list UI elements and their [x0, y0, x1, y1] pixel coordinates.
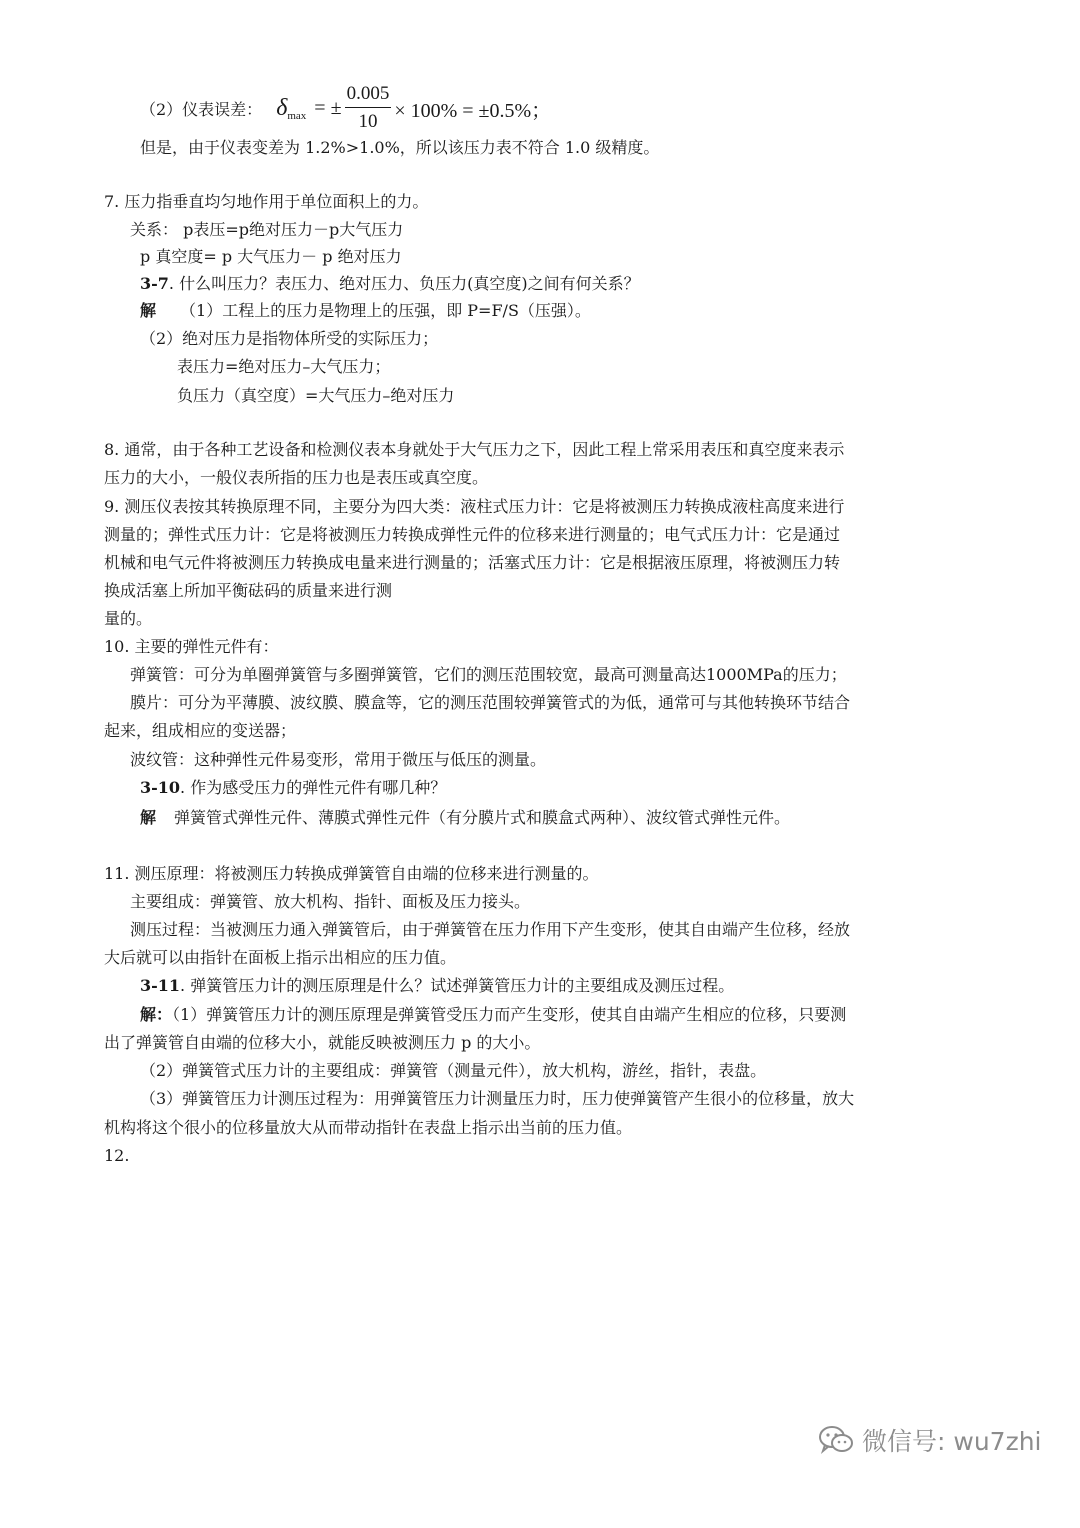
text-line: 出了弹簧管自由端的位移大小，就能反映被测压力 p 的大小。 — [104, 1033, 541, 1052]
section-12-heading: 12. — [104, 1146, 130, 1165]
answer-line — [140, 301, 591, 321]
delta-subscript: max — [287, 110, 307, 122]
question-3-7 — [140, 274, 640, 294]
section-9-text: 9. 测压仪表按其转换原理不同，主要分为四大类：液柱式压力计：它是将被测压力转换成液柱高度来进行 — [104, 497, 845, 516]
question-number: 3-11 — [140, 976, 181, 995]
answer-text: （1）工程上的压力是物理上的压强，即 P=F/S（压强）。 — [180, 301, 591, 320]
watermark-text: 微信号: wu7zhi — [862, 1427, 1042, 1456]
text-line: 主要组成：弹簧管、放大机构、指针、面板及压力接头。 — [130, 892, 531, 911]
section-8-text: 8. 通常，由于各种工艺设备和检测仪表本身就处于大气压力之下，因此工程上常采用表压和真空度来表示 — [104, 440, 845, 459]
fraction-denominator: 10 — [358, 111, 378, 132]
equals-plusminus: = ± — [314, 96, 342, 119]
text-line: （2）弹簧管式压力计的主要组成：弹簧管（测量元件），放大机构，游丝，指针，表盘。 — [140, 1061, 767, 1080]
answer-marker: 解 — [140, 808, 157, 827]
question-text: . 弹簧管压力计的测压原理是什么？试述弹簧管压力计的主要组成及测压过程。 — [180, 976, 735, 995]
section-10-heading: 10. 主要的弹性元件有： — [104, 637, 279, 656]
text-line: 测量的；弹性式压力计：它是将被测压力转换成弹性元件的位移来进行测量的；电气式压力计：它是通过 — [104, 525, 841, 544]
text-line: （2）绝对压力是指物体所受的实际压力； — [140, 329, 439, 348]
wechat-icon — [818, 1425, 854, 1455]
text-line: p 真空度= p 大气压力－ p 绝对压力 — [140, 247, 402, 266]
text-line: 机械和电气元件将被测压力转换成电量来进行测量的；活塞式压力计：它是根据液压原理，将被测压力转 — [104, 553, 841, 572]
answer-line — [140, 1005, 846, 1025]
text-line: 起来，组成相应的变送器； — [104, 721, 297, 740]
text-line: 量的。 — [104, 609, 153, 628]
answer-text: 弹簧管式弹性元件、薄膜式弹性元件（有分膜片式和膜盒式两种）、波纹管式弹性元件。 — [174, 808, 791, 827]
answer-marker: 解： — [140, 1005, 173, 1024]
text-line: 波纹管：这种弹性元件易变形，常用于微压与低压的测量。 — [130, 750, 547, 769]
section-11-text: 11. 测压原理：将被测压力转换成弹簧管自由端的位移来进行测量的。 — [104, 864, 599, 883]
text-line: 机构将这个很小的位移量放大从而带动指针在表盘上指示出当前的压力值。 — [104, 1118, 633, 1137]
answer-line — [140, 808, 790, 828]
text-line: 测压过程：当被测压力通入弹簧管后，由于弹簧管在压力作用下产生变形，使其自由端产生位移，经放 — [130, 920, 851, 939]
watermark — [818, 1422, 1041, 1458]
question-3-10 — [140, 778, 446, 798]
text-line: 压力的大小，一般仪表所指的压力也是表压或真空度。 — [104, 468, 489, 487]
text-line: （3）弹簧管压力计测压过程为：用弹簧管压力计测量压力时，压力使弹簧管产生很小的位移量，放大 — [140, 1089, 855, 1108]
question-text: . 什么叫压力？表压力、绝对压力、负压力(真空度)之间有何关系？ — [168, 274, 640, 293]
text-line: 关系： p表压=p绝对压力－p大气压力 — [130, 220, 404, 239]
text-line: 表压力=绝对压力–大气压力； — [177, 357, 391, 376]
text-line: 换成活塞上所加平衡砝码的质量来进行测 — [104, 581, 393, 600]
text-line: 膜片：可分为平薄膜、波纹膜、膜盒等，它的测压范围较弹簧管式的为低，通常可与其他转换环节结合 — [130, 693, 851, 712]
formula-tail: × 100% = ±0.5%； — [394, 99, 552, 122]
fraction-numerator: 0.005 — [345, 82, 392, 108]
question-text: . 作为感受压力的弹性元件有哪几种？ — [180, 778, 447, 797]
question-number: 3-10 — [140, 778, 181, 797]
text-line: 弹簧管：可分为单圈弹簧管与多圈弹簧管，它们的测压范围较宽，最高可测量高达1000MPa的压力； — [130, 665, 847, 684]
fraction — [345, 82, 392, 134]
answer-text: （1）弹簧管压力计的测压原理是弹簧管受压力而产生变形，使其自由端产生相应的位移，只要测 — [172, 1005, 847, 1024]
text-line: 大后就可以由指针在面板上指示出相应的压力值。 — [104, 948, 457, 967]
question-number: 3-7 — [140, 274, 169, 293]
text-line: 负压力（真空度）=大气压力–绝对压力 — [177, 386, 455, 405]
section-7-heading: 7. 压力指垂直均匀地作用于单位面积上的力。 — [104, 192, 429, 211]
question-3-11 — [140, 976, 734, 996]
text-line: 但是，由于仪表变差为 1.2%>1.0%，所以该压力表不符合 1.0 级精度。 — [140, 138, 660, 157]
delta-symbol: δ — [276, 94, 288, 121]
answer-marker: 解 — [140, 301, 157, 320]
error-formula — [140, 78, 551, 138]
formula-label: （2）仪表误差： — [140, 99, 263, 119]
